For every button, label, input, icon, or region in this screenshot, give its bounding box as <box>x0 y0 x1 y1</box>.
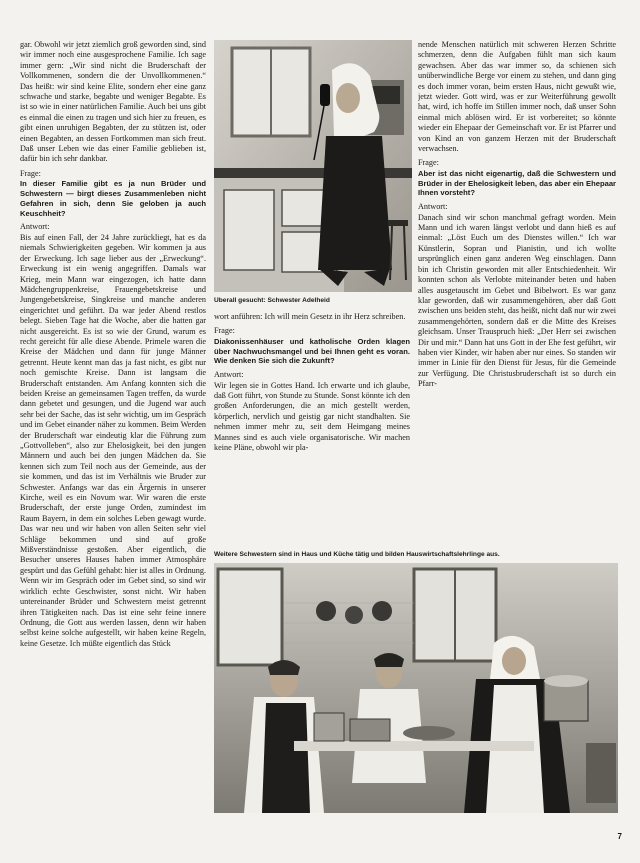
right-paragraph: nende Menschen natürlich mit schweren Herzen Schritte schmerzen, denn die Aufgaben fühlt man sich kaum gewachsen. Aber das war immer so, da schienen sich unüberwindliche Berge vor einem zu stehen, und dann ging es doch immer voran, beim ersten Haus, nicht gewußt wie, jetzt wieder. Gott wird, was er zur Weiterführung gewollt hat, wird, ich hoffe im Stillen immer noch, daß unser Sohn einmal mich ablösen wird. Er ist vorbereitet; so könnte wieder ein Ehepaar der Gemeinschaft vor. Er ist Pfarrer und von Kind an von ganzem Herzen mit der Bruderschaft verwachsen. <box>418 40 616 154</box>
page-number: 7 <box>617 832 622 841</box>
answer-text-3: Danach sind wir schon manchmal gefragt worden. Mein Mann und ich waren längst verlobt und dann hieß es auf einmal: „Löst Euch um des Dienstes willen.“ Ich war Künstlerin, Sopran und Pianistin, und ich wollte ursprünglich einen ganz anderen Weg einschlagen. Dann bin ich Christin geworden mit aller Entschiedenheit. Wir konnten schon als Verlobte miteinander beten und haben alles ausgetauscht im Gebet und Bibelwort. Es war ganz klar geworden, daß wir zusammengehören, aber daß Gott zwischen uns beiden steht, das heißt, nicht daß nur wir zwei zusammengehörten, sondern daß er die Mitte des Kreises gleichsam. Unser Trauspruch hieß: „Der Herr sei zwischen Dir und mir.“ Dann hat uns Gott in der Ehe fest geführt, wir haben vier Kinder, wir haben aber nur eines. So standen wir immer in Linie für den Dienst für Jesus, für die Gemeinde zur Verfügung. Die Christusbruderschaft ist so durch ein Pfarr- <box>418 212 616 389</box>
question-text-3: Aber ist das nicht eigenartig, daß die Schwestern und Brüder in der Ehelosigkeit leben, das aber ein Ehepaar Ihnen vorsteht? <box>418 168 616 198</box>
answer-label: Antwort: <box>20 222 50 232</box>
photo-kitchen-image <box>214 563 618 813</box>
text-column-right <box>418 40 616 544</box>
text-column-middle <box>214 312 410 544</box>
photo-nun-telephone <box>214 40 412 292</box>
question-label: Frage: <box>20 168 41 178</box>
photo-caption-top: Überall gesucht: Schwester Adelheid <box>214 297 330 304</box>
question-text-2: Diakonissenhäuser und katholische Orden klagen über Nachwuchsmangel und bei Ihnen geht es voran. Wie denken Sie sich die Zukunft? <box>214 336 410 366</box>
photo-caption-bottom: Weitere Schwestern sind in Haus und Küche tätig und bilden Hauswirtschaftslehrlinge aus. <box>214 551 500 558</box>
intro-paragraph: gar. Obwohl wir jetzt ziemlich groß geworden sind, sind wir immer noch eine ausgesprochene Familie. Ich sage immer gern: „Wir sind nicht die Bruderschaft der Vollkommenen, sondern die der Unvollkommenen.“ Das heißt: wir sind keine Elite, sondern eher eine ganz schwache und starke, begabte und weniger Begabte. Es ist so wie in einer natürlichen Familie. Auch bei uns gibt es einmal die einen zu tragen und sich hier zu freuen, es gibt einen unruhigen Begabten, der zu stützen ist, oder einen Begabten, an dessen Fortkommen man sich freut. Daß unser Leben wie das einer Familie geblieben ist, dafür bin ich sehr dankbar. <box>20 40 206 164</box>
answer-text-2: Wir legen sie in Gottes Hand. Ich erwarte und ich glaube, daß Gott führt, von Stunde zu Stunde. Sonst könnte ich den großen Anforderungen, die an mich gestellt werden, körperlich, nervlich und geistig gar nicht standhalten. Sie nehmen immer mehr zu, seit dem Heimgang meines Mannes sind es auch viele organisatorische. Wir machen keine Pläne, obwohl wir pla- <box>214 380 410 453</box>
middle-paragraph: wort anführen: Ich will mein Gesetz in ihr Herz schreiben. <box>214 312 406 321</box>
question-label-2: Frage: <box>214 326 235 336</box>
photo-kitchen <box>214 563 618 813</box>
text-column-left <box>20 40 206 840</box>
answer-label-2: Antwort: <box>214 370 244 380</box>
question-label-3: Frage: <box>418 158 439 168</box>
answer-label-3: Antwort: <box>418 202 448 212</box>
photo-nun-telephone-image <box>214 40 412 292</box>
answer-text: Bis auf einen Fall, der 24 Jahre zurückliegt, hat es da niemals Schwierigkeiten gegeben. Wir kommen ja aus der Erweckung. Ich sage lieber aus der „Erweckung“. Erweckung ist ein wenig angegriffen. Damals war Krieg, mein Mann war eingezogen, ich hatte dann Mädchengruppenkreise, Frauengebetskreise und Jungengebetskreise, Singkreise und manche anderen eingerichtet und geführt. Da war jeder Abend restlos belegt. Sieben Tage hat die Woche, aber die hatten gar nicht ausgereicht. Es ist so wie der Grund, warum es recht gereicht für alle diese Abende. Primele waren die Kreise der Mädchen und dann für junge Männer getrennt. Heute kennt man das ja fast nicht, es gibt nur noch gemischte Kreise. Dann ist langsam die Bruderschaft entstanden. Am Anfang konnten sich die beiden Kreise an gemeinsamen Tagen treffen, da wurde dann gebetet und gesungen, und die Jugend war auch sehr bei der Sache, das ist sehr wichtig, um im Gespräch und im Gebet einander näher zu kommen. Beim Werden der Bruderschaft war eindeutig klar die Führung zum „Gottvolleben“, also zur Ehelosigkeit, bei den jungen Männern und auch bei den jungen Mädchen da. Sie kennen sich zum Teil noch aus der Gemeinde, aus der sie kommen, und das ist im Verhältnis wie Bruder zur Schwester. Anfangs war das ein Ärgernis in unserer Kirche, weil es ein Novum war. Wir waren die erste Bruderschaft, der erste junge Orden, zumindest im Raum Bayern, in dem ein solches Leben gewagt wurde. Das war neu und wir haben von allen Seiten sehr viel Schläge bekommen und sind auf große Mißverständnisse gestoßen. Aber eigentlich, die Besucher unseres Hauses haben immer Atmosphäre gespürt und das Gefühl gehabt: hier ist alles in Ordnung. Wenn wir im Gespräch oder im Gebet sind, so sind wir wirklich echte Geschwister, sonst nicht. Wir haben untereinander Brüder und Schwestern meist getrennt ihren Tätigkeiten nach. Das ist eine sehr feine innere Ordnung, die Gott aus werden lassen, denn wir haben selbst keine solche aufgestellt, wir haben keine Regeln, keine Gesetze. Ich müßte eigentlich das Stück <box>20 232 206 648</box>
question-text: In dieser Familie gibt es ja nun Brüder und Schwestern — birgt dieses Zusammenleben nicht Gefahren in sich, denn Sie geloben ja auch Keuschheit? <box>20 179 206 218</box>
